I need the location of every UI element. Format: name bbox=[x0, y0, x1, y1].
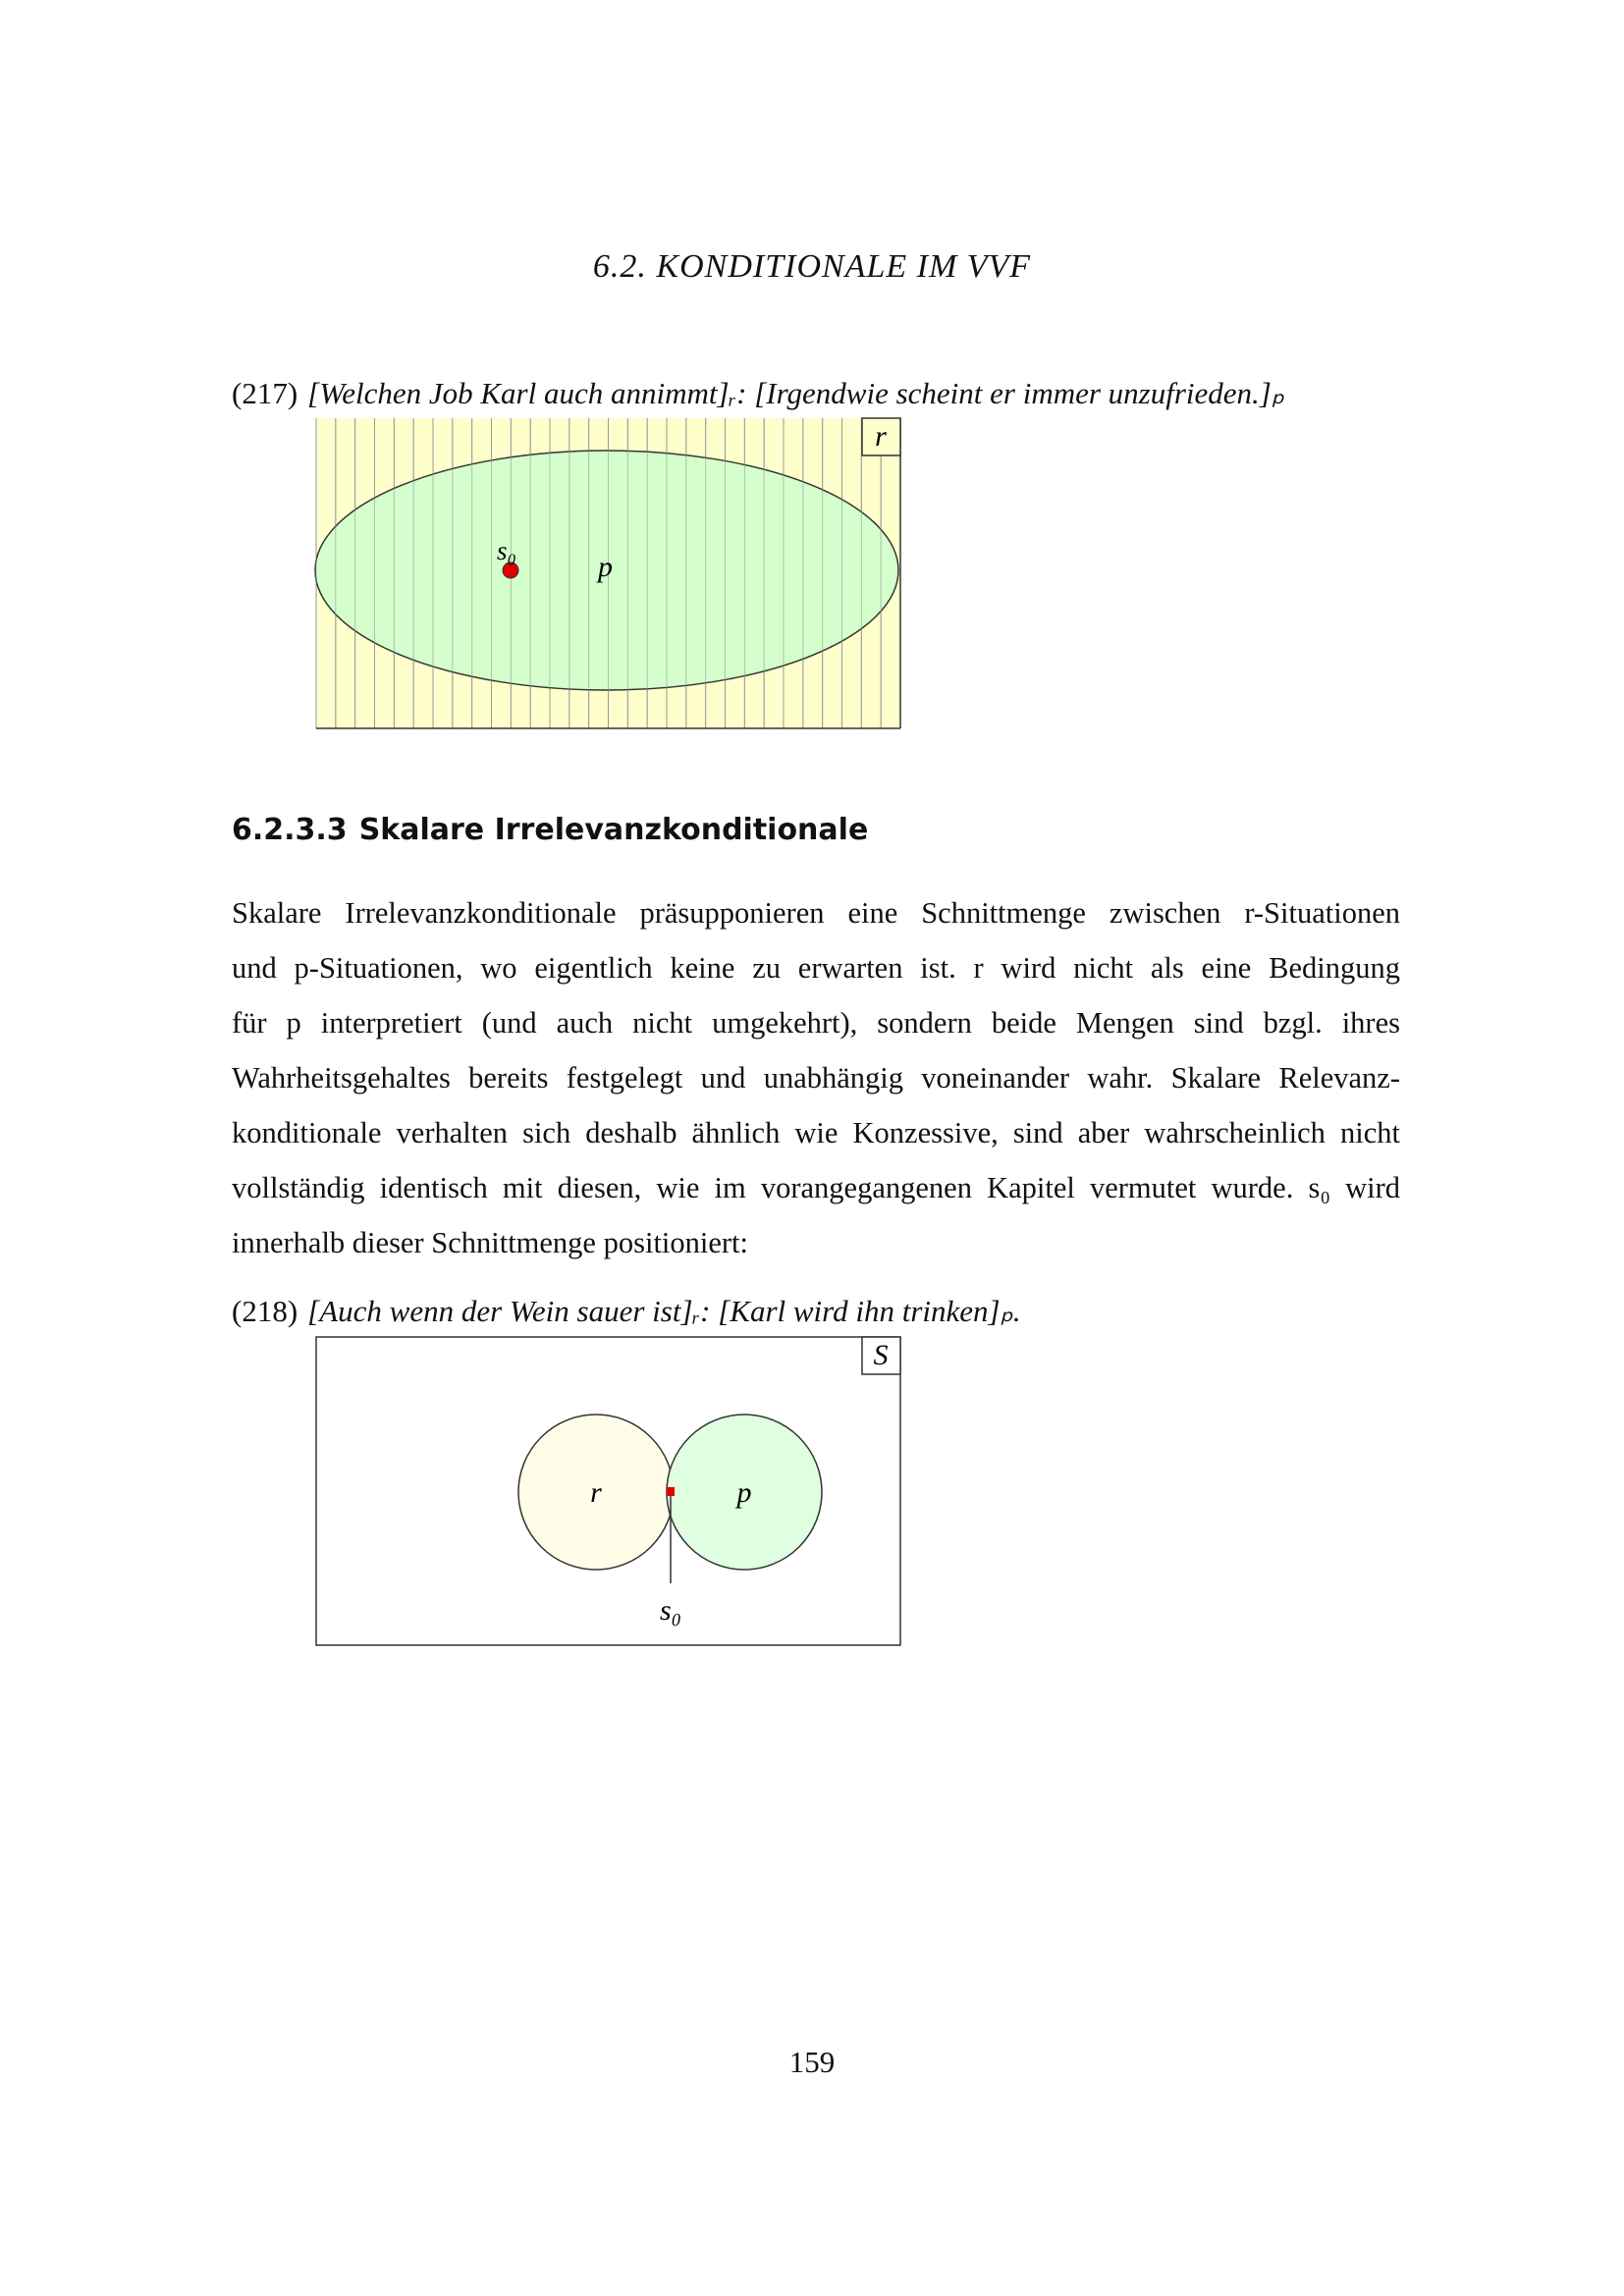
r-label: r bbox=[590, 1476, 602, 1509]
intersection-marker bbox=[667, 1487, 675, 1496]
s0-label: s₀ bbox=[497, 536, 516, 565]
example-sentence: [Welchen Job Karl auch annimmt]ᵣ: [Irgendwie scheint er immer unzufrieden.]ₚ bbox=[307, 376, 1285, 410]
paragraph-line: innerhalb dieser Schnittmenge positioniert: bbox=[232, 1226, 749, 1259]
body-paragraph bbox=[232, 885, 1400, 1270]
paragraph-line: und p-Situationen, wo eigentlich keine zu erwarten ist. r wird nicht als eine Bedingung bbox=[232, 951, 1400, 985]
example-sentence: [Auch wenn der Wein sauer ist]ᵣ: [Karl wird ihn trinken]ₚ. bbox=[307, 1294, 1021, 1328]
p-label: p bbox=[598, 551, 613, 583]
paragraph-line: für p interpretiert (und auch nicht umgekehrt), sondern beide Mengen sind bzgl. ihres bbox=[232, 1006, 1400, 1040]
paragraph-line: Wahrheitsgehaltes bereits festgelegt und unabhängig voneinander wahr. Skalare Relevanz- bbox=[232, 1061, 1400, 1095]
example-number: (218) bbox=[232, 1294, 298, 1328]
p-label: p bbox=[736, 1476, 752, 1509]
section-title: Skalare Irrelevanzkonditionale bbox=[358, 813, 869, 847]
r-label: r bbox=[875, 420, 887, 453]
section-number: 6.2.3.3 bbox=[232, 813, 348, 847]
example-218 bbox=[232, 1294, 1021, 1329]
example-number: (217) bbox=[232, 376, 298, 410]
diagram-217 bbox=[314, 416, 903, 730]
s-label: S bbox=[873, 1339, 889, 1371]
example-217 bbox=[232, 376, 1284, 411]
running-header: 6.2. KONDITIONALE IM VVF bbox=[592, 248, 1032, 285]
paragraph-line: vollständig identisch mit diesen, wie im vorangegangenen Kapitel vermutet wurde. s₀ wird bbox=[232, 1171, 1400, 1204]
page-number: 159 bbox=[788, 2045, 836, 2079]
paragraph-line: Skalare Irrelevanzkonditionale präsupponieren eine Schnittmenge zwischen r-Situationen bbox=[232, 896, 1400, 930]
paragraph-line: konditionale verhalten sich deshalb ähnlich wie Konzessive, sind aber wahrscheinlich nicht bbox=[232, 1116, 1400, 1149]
section-heading bbox=[232, 813, 868, 847]
diagram-218 bbox=[314, 1335, 903, 1649]
s0-label: s₀ bbox=[659, 1594, 682, 1627]
